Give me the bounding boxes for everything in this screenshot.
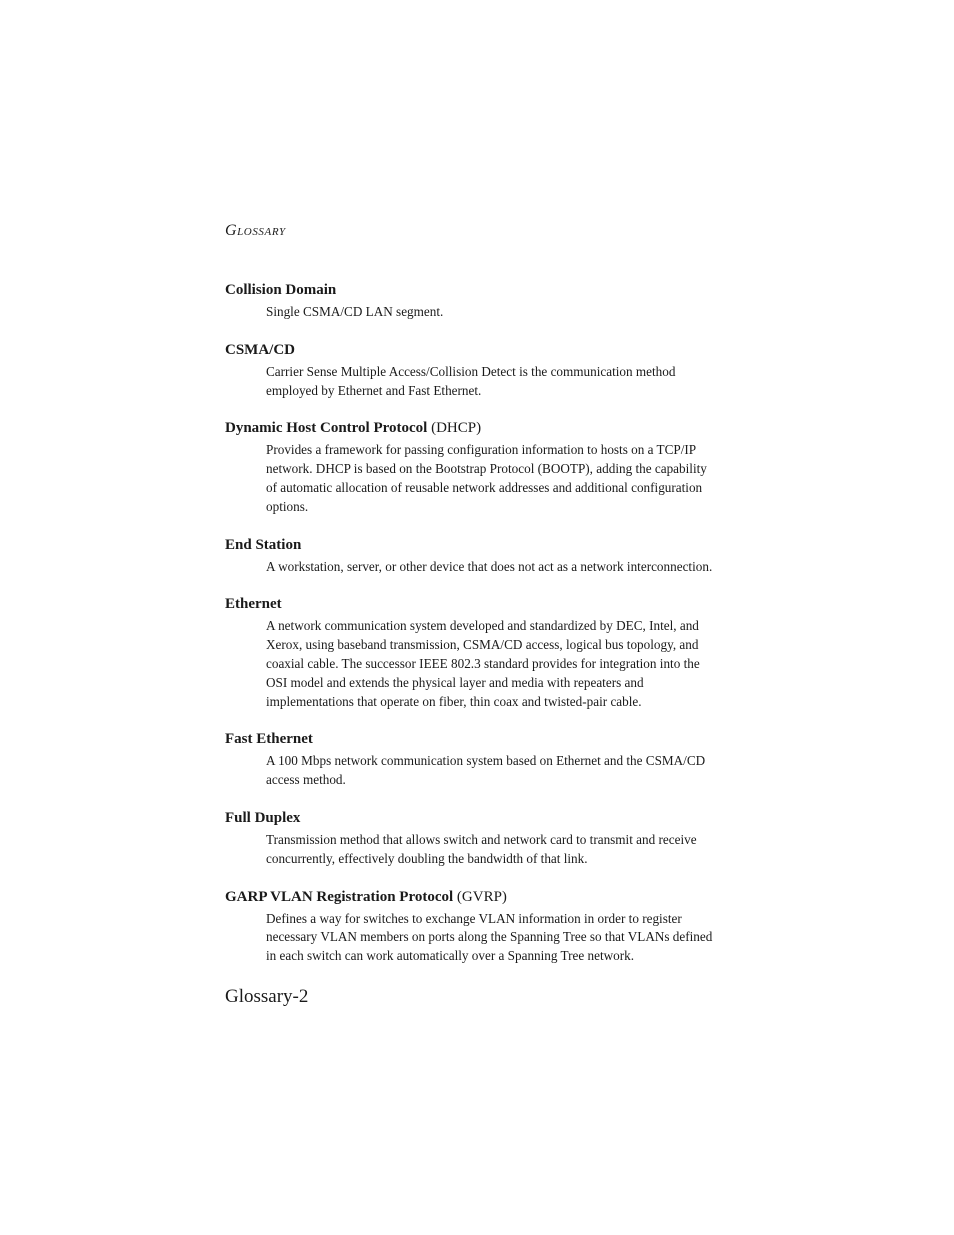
term-abbreviation: (DHCP) bbox=[431, 420, 482, 437]
term-name: Dynamic Host Control Protocol bbox=[225, 420, 428, 437]
running-head-rest: LOSSARY bbox=[237, 226, 286, 238]
term-name: Collision Domain bbox=[225, 282, 337, 298]
entry-term bbox=[225, 536, 725, 555]
running-head bbox=[225, 220, 725, 243]
term-name: Fast Ethernet bbox=[225, 731, 313, 748]
running-head-initial: G bbox=[225, 222, 238, 239]
glossary-entry-ethernet bbox=[225, 595, 725, 711]
entry-term bbox=[225, 595, 725, 614]
entry-definition: A network communication system developed and standardized by DEC, Intel, and Xerox, using baseband transmission, CSMA/CD access, logical bus topology, and coaxial cable. The successor IEEE 802.3 standard provides for integration into the OSI model and extends the physical layer and media with repeaters and implementations that operate on fiber, thin coax and twisted-pair cable. bbox=[266, 618, 700, 709]
term-name: Ethernet bbox=[225, 596, 282, 613]
entry-definition: Defines a way for switches to exchange VLAN information in order to register necessary VLAN members on ports along the Spanning Tree so that VLANs defined in each switch can work automatically over a Spanning Tree network. bbox=[266, 910, 713, 964]
term-abbreviation: (GVRP) bbox=[456, 888, 507, 905]
entry-term bbox=[225, 730, 725, 749]
glossary-entry-dhcp bbox=[225, 419, 725, 516]
page-number: Glossary-2 bbox=[225, 985, 309, 1007]
entry-definition: Carrier Sense Multiple Access/Collision Detect is the communication method employed by Ethernet and Fast Ethernet. bbox=[266, 363, 676, 398]
term-name: CSMA/CD bbox=[225, 341, 295, 358]
entry-definition: A 100 Mbps network communication system based on Ethernet and the CSMA/CD access method. bbox=[266, 753, 706, 788]
entry-term bbox=[225, 888, 725, 907]
entry-definition: Transmission method that allows switch and network card to transmit and receive concurrently, effectively doubling the bandwidth of that link. bbox=[266, 831, 697, 866]
term-name: Full Duplex bbox=[225, 809, 301, 826]
entry-definition: A workstation, server, or other device that does not act as a network interconnection. bbox=[266, 558, 713, 574]
term-name: End Station bbox=[225, 536, 302, 553]
glossary-entry-gvrp bbox=[225, 888, 725, 966]
glossary-entry-fast-ethernet bbox=[225, 730, 725, 790]
glossary-entry-end-station bbox=[225, 536, 725, 577]
entry-term bbox=[225, 809, 725, 828]
entry-term bbox=[225, 341, 725, 360]
term-name: GARP VLAN Registration Protocol bbox=[225, 888, 454, 905]
entry-term bbox=[225, 281, 725, 300]
glossary-entry-full-duplex bbox=[225, 809, 725, 869]
glossary-entry-collision-domain bbox=[225, 281, 725, 322]
entry-definition: Single CSMA/CD LAN segment. bbox=[266, 304, 444, 319]
glossary-entry-csma-cd bbox=[225, 341, 725, 401]
entry-term bbox=[225, 419, 725, 438]
glossary-page bbox=[225, 220, 725, 1009]
entry-definition: Provides a framework for passing configuration information to hosts on a TCP/IP network. DHCP is based on the Bootstrap Protocol (BOOTP), adding the capability of automatic allocation of reusable network addresses and additional configuration options. bbox=[266, 442, 707, 514]
